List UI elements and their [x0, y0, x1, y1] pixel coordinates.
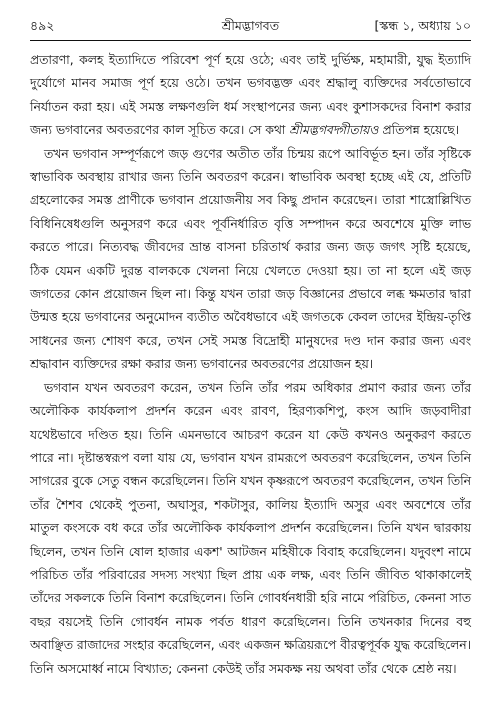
scripture-title: শ্রীমদ্ভগবদ্গীতায়ও	[289, 123, 379, 138]
paragraph-text: প্রতারণা, কলহ ইত্যাদিতে পরিবেশ পূর্ণ হয়ে ওঠে; এবং তাই দুর্ভিক্ষ, মহামারী, যুদ্ধ ইত্যাদি দুর্যোগে মানব সমাজ পূর্ণ হয়ে ওঠে। তখন ভগবদ্ভক্ত এবং শ্রদ্ধালু ব্যক্তিদের সর্বতোভাবে নির্যাতন করা হয়। এই সমস্ত লক্ষণগুলি ধর্ম সংস্থাপনের জন্য এবং কুশাসকদের বিনাশ করার জন্য ভগবানের অবতরণের কাল সূচিত করে। সে কথা	[30, 53, 471, 138]
paragraph-3: ভগবান যখন অবতরণ করেন, তখন তিনি তাঁর পরম অধিকার প্রমাণ করার জন্য তাঁর অলৌকিক কার্যকলাপ প্রদর্শন করেন এবং রাবণ, হিরণ্যকশিপু, কংস আদি জড়বাদীরা যথেষ্টভাবে দণ্ডিত হয়। তিনি এমনভাবে আচরণ করেন যা কেউ কখনও অনুকরণ করতে পারে না। দৃষ্টান্তস্বরূপ বলা যায় যে, ভগবান যখন রামরূপে অবতরণ করেছিলেন, তখন তিনি সাগরের বুকে সেতু বন্ধন করেছিলেন। তিনি যখন কৃষ্ণরূপে অবতরণ করেছিলেন, তখন তিনি তাঁর শৈশব থেকেই পুতনা, অঘাসুর, শকটাসুর, কালিয় ইত্যাদি অসুর এবং অবশেষে তাঁর মাতুল কংসকে বধ করে তাঁর অলৌকিক কার্যকলাপ প্রদর্শন করেছিলেন। তিনি যখন দ্বারকায় ছিলেন, তখন তিনি ষোল হাজার একশ' আটজন মহিষীকে বিবাহ করেছিলেন। যদুবংশ নামে পরিচিত তাঁর পরিবারের সদস্য সংখ্যা ছিল প্রায় এক লক্ষ, এবং তিনি জীবিত থাকাকালেই তাঁদের সকলকে তিনি বিনাশ করেছিলেন। তিনি গোবর্ধনধারী হরি নামে পরিচিত, কেননা সাত বছর বয়সেই তিনি গোবর্ধন নামক পর্বত ধারণ করেছিলেন। তিনি তখনকার দিনের বহু অবাঞ্ছিত রাজাদের সংহার করেছিলেন, এবং একজন ক্ষত্রিয়রূপে বীরত্বপূর্বক যুদ্ধ করেছিলেন। তিনি অসমোর্ধ্ব নামে বিখ্যাত; কেননা কেউই তাঁর সমকক্ষ নয় অথবা তাঁর থেকে শ্রেষ্ঠ নয়।	[30, 380, 471, 676]
page-header	[30, 16, 471, 38]
paragraph-1	[30, 49, 471, 143]
running-title: শ্রীমদ্ভাগবত	[221, 18, 280, 33]
paragraph-tail: প্রতিপন্ন হয়েছে।	[378, 123, 460, 138]
chapter-reference: [স্কন্ধ ১, অধ্যায় ১০	[374, 18, 471, 33]
header-divider	[30, 40, 471, 41]
paragraph-2: তখন ভগবান সম্পূর্ণরূপে জড় গুণের অতীত তাঁর চিন্ময় রূপে আবির্ভূত হন। তাঁর সৃষ্টিকে স্বাভাবিক অবস্থায় রাখার জন্য তিনি অবতরণ করেন। স্বাভাবিক অবস্থা হচ্ছে এই যে, প্রতিটি গ্রহলোকের সমস্ত প্রাণীকে ভগবান প্রয়োজনীয় সব কিছু প্রদান করেছেন। তারা শাস্ত্রোল্লিখিত বিধিনিষেধগুলি অনুসরণ করে এবং পূর্বনির্ধারিত বৃত্তি সম্পাদন করে অবশেষে মুক্তি লাভ করতে পারে। নিত্যবদ্ধ জীবদের ভ্রান্ত বাসনা চরিতার্থ করার জন্য জড় জগৎ সৃষ্টি হয়েছে, ঠিক যেমন একটি দুরন্ত বালককে খেলনা নিয়ে খেলতে দেওয়া হয়। তা না হলে এই জড় জগতের কোন প্রয়োজন ছিল না। কিন্তু যখন তারা জড় বিজ্ঞানের প্রভাবে লব্ধ ক্ষমতার দ্বারা উন্মত্ত হয়ে ভগবানের অনুমোদন ব্যতীত অবৈধভাবে এই জগতকে কেবল তাদের ইন্দ্রিয়-তৃপ্তি সাধনের জন্য শোষণ করে, তখন সেই সমস্ত বিদ্রোহী মানুষদের দণ্ড দান করার জন্য এবং শ্রদ্ধাবান ব্যক্তিদের রক্ষা করার জন্য ভগবানের অবতরণের প্রয়োজন হয়।	[30, 146, 471, 372]
page-number: ৪৯২	[30, 18, 55, 33]
page-body	[30, 49, 471, 681]
